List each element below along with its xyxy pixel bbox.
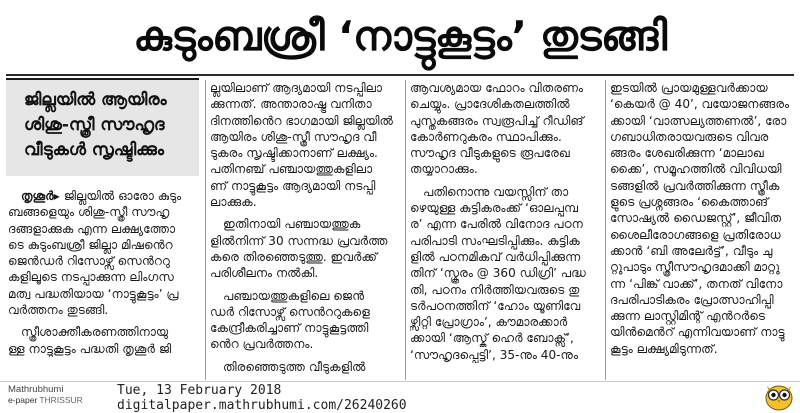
- column-2-text-line: തിരഞ്ഞെടുത്ത വീടുകളിൽ: [223, 359, 366, 374]
- column-3-text-line: സൗഹൃദ വീടുകളുടെ രൂപരേഖ: [410, 146, 570, 161]
- column-1-text-line: കളിലൂടെ നടപ്പാക്കുന്ന ലിംഗസ: [8, 270, 174, 285]
- column-2-text-line: പതിനഞ്ച് പഞ്ചായത്തുകളിലാ: [210, 162, 373, 177]
- column-4-text-line: ക്കാൻ ‘ബി അലേർട്ട്’, വീടും ചു: [610, 243, 773, 258]
- column-3-text-line: പതിനൊന്നു വയസ്സിന് താ: [423, 184, 569, 199]
- column-3-text-line: തി, പഠനം നിർത്തിയവരുടെ തു: [410, 282, 580, 297]
- logo-subline: [8, 395, 100, 406]
- column-4-text-line: ക്കായി ‘വാത്സല്യത്തണൽ’, രോ: [610, 113, 787, 128]
- column-3-text-line: ളിൽ പഠനമികവ് വർധിപ്പിക്കുന്ന: [410, 249, 581, 264]
- column-4-text-line: റ്റുപാടും സ്ത്രീസൗഹൃദമാക്കി മാറ്റു: [610, 260, 780, 275]
- column-1-text-line: വർത്തനം തുടങ്ങി.: [8, 303, 109, 318]
- logo-edition: THRISSUR: [39, 395, 83, 405]
- column-1-text-line: ജെൻഡർ റിസോഴ്സ് സെൻററു: [8, 254, 170, 269]
- article-column-3: [410, 80, 603, 363]
- column-3-text-line: ര’ എന്ന പേരിൽ വിനോദ പഠന: [410, 217, 583, 232]
- column-2-text-line: ല്ലയിലാണ് ആദ്യമായി നടപ്പിലാ: [210, 81, 383, 95]
- subhead-line-2: ശിശു-സ്ത്രീ സൗഹൃദ: [24, 115, 165, 135]
- owl-mascot-icon[interactable]: [762, 378, 796, 412]
- column-2-text-line: പരിശീലനം നൽകി.: [210, 266, 319, 281]
- column-4-text-line: ദപരിപാടികരം പ്രോത്സാഹിപ്പി: [610, 292, 774, 307]
- column-2-text-line: ഡർ റിസോഴ്സ് സെൻററുകളെ: [210, 304, 370, 319]
- dateline: തൃശൂർ▸: [21, 189, 60, 203]
- column-3-para-2: [410, 184, 603, 363]
- column-2-text-line: ളിൽനിന്ന് 30 സന്നദ്ധ പ്രവർത്ത: [210, 233, 388, 248]
- column-2-text-line: കേന്ദ്രീകരിച്ചാണ് നാട്ടുകൂട്ടത്തി: [210, 321, 369, 336]
- logo-epaper: e-paper: [8, 395, 38, 405]
- column-separator-1: [205, 80, 206, 380]
- column-2-text-line: കരെ തിരഞ്ഞെടുത്തു. ഇവർക്ക്: [210, 249, 378, 264]
- column-2-para-4: [210, 359, 403, 375]
- column-4-text-line: ങ്ങരം ശേഖരിക്കുന്ന ‘മാലാഖ: [610, 146, 764, 161]
- column-2-text-line: ആയിരം ശിശു-സ്ത്രീ സൗഹൃദ വീ: [210, 129, 377, 144]
- logo-name: Mathrubhumi: [8, 384, 64, 395]
- column-2-text-line: ടുകരം സൃഷ്ടിക്കാനാണ് ലക്ഷ്യം.: [210, 146, 378, 161]
- column-1-text-line: മത്വ പദ്ധതിയായ ‘നാട്ടുകൂട്ടം’ പ്ര: [8, 286, 179, 301]
- column-4-text-line: സോഷ്യൽ ഡൈജസ്റ്റ്’, ജീവിത: [610, 211, 782, 226]
- column-3-text-line: പുസ്തകങ്ങരം സ്വരൂപിച്ച് റീഡിങ്: [410, 113, 584, 128]
- column-4-text-line: ഇടയിൽ പ്രായമുള്ളവർക്കായ: [610, 81, 768, 95]
- column-4-para-1: [610, 80, 800, 357]
- footer-rule: [0, 381, 800, 382]
- column-2-text-line: ലാക്കുക.: [210, 195, 257, 210]
- column-4-text-line: ളുടെ പ്രശ്നങ്ങരം ‘കൈത്താങ്: [610, 195, 769, 210]
- column-1-first-line: [8, 188, 203, 204]
- column-1-text-line: സ്ത്രീശാക്തീകരണത്തിനായു: [21, 325, 169, 340]
- publication-date: Tue, 13 February 2018: [117, 383, 282, 398]
- column-1-para-2: [8, 324, 203, 357]
- column-2-text-line: പഞ്ചായത്തുകളിലെ ജെൻ: [223, 288, 365, 303]
- column-4-text-line: ‘കെയർ @ 40’, വയോജനങ്ങരം: [610, 97, 790, 112]
- headline-rule: [6, 74, 794, 76]
- column-4-text-line: ടങ്ങളിൽ പ്രവർത്തിക്കുന്ന സ്ത്രീക: [610, 178, 780, 193]
- article-column-1: [8, 188, 203, 357]
- column-4-text-line: കൂട്ടം ലക്ഷ്യമിടുന്നത്.: [610, 341, 718, 356]
- column-1-text-line: ള്ള നാട്ടുകൂട്ടം പദ്ധതി തൃശൂർ ജി: [8, 341, 172, 356]
- mathrubhumi-logo[interactable]: [8, 384, 100, 410]
- column-3-text-line: ‘സൗഹൃദപ്പെട്ടി’, 35-നും 40-നും: [410, 347, 579, 362]
- column-3-text-line: ഴ്സിറ്റി പ്രോഗ്രാം’, കൗമാരക്കാർ: [410, 315, 568, 330]
- column-3-text-line: ആവശ്യമായ ഫോറം വിതരണം: [410, 81, 584, 95]
- column-4-text-line: ക്കുന്ന ലാസ്റ്റിമിന്റ് എൻറർടെ: [610, 309, 765, 324]
- column-1-first-text: ജില്ലയിൽ ഓരോ കുടും: [59, 189, 182, 203]
- column-3-text-line: ടർപഠനത്തിന് ‘ഹോം യൂണിവേ: [410, 298, 581, 313]
- column-4-text-line: ഗബാധിതരായവരുടെ വിവര: [610, 129, 769, 144]
- column-3-para-1: [410, 80, 603, 178]
- page-url[interactable]: digitalpaper.mathrubhumi.com/26240260: [117, 398, 407, 413]
- column-separator-2: [405, 80, 406, 380]
- column-2-text-line: ൻെറ പ്രവർത്തനം.: [210, 337, 314, 352]
- column-3-text-line: ചെയ്യും. പ്രാദേശികതലത്തിൽ: [410, 97, 570, 112]
- column-1-para-1: [8, 204, 203, 318]
- article-column-2: [210, 80, 403, 375]
- column-separator-3: [605, 80, 606, 380]
- column-4-text-line: ശൈലീരോഗങ്ങളെ പ്രതിരോധ: [610, 227, 781, 242]
- column-4-text-line: യിൻമെൻറ് എന്നിവയാണ് നാട്ടു: [610, 325, 785, 340]
- subhead-line-1: ജില്ലയിൽ ആയിരം: [24, 90, 167, 110]
- subhead-line-3: വീടുകൾ സൃഷ്ടിക്കും: [24, 140, 164, 160]
- column-2-para-2: [210, 216, 403, 281]
- subhead-box: [6, 78, 199, 176]
- column-1-text-line: ബങ്ങളെയും ശിശു-സ്ത്രീ സൗഹൃ: [8, 205, 170, 220]
- column-1-text-line: ദങ്ങളാക്കുക എന്ന ലക്ഷ്യത്തോ: [8, 221, 176, 236]
- column-2-text-line: ഇതിനായി പഞ്ചായത്തുക: [223, 217, 361, 232]
- column-2-text-line: ദിനത്തിൻെറ ഭാഗമായി ജില്ലയിൽ: [210, 113, 393, 128]
- headline: കുടുംബശ്രീ ‘നാട്ടുകൂട്ടം’ തുടങ്ങി: [133, 11, 667, 60]
- column-3-text-line: പരിപാടി സംഘടിപ്പിക്കും. കുട്ടിക: [410, 233, 580, 248]
- article-column-4: [610, 80, 800, 357]
- column-3-text-line: കോർണറുകരം സ്ഥാപിക്കും.: [410, 129, 562, 144]
- column-2-para-1: [210, 80, 403, 210]
- column-1-text-line: ടെ കുടുംബശ്രീ ജില്ലാ മിഷൻെറ: [8, 237, 173, 252]
- column-2-text-line: ണ് നാട്ടുകൂട്ടം ആദ്യമായി നടപ്പി: [210, 178, 376, 193]
- column-4-text-line: ന്ന ‘പിങ്ക് വാക്ക്’, തനത് വിനോ: [610, 276, 783, 291]
- column-4-text-line: ക്കൈ’, സമൂഹത്തിൽ വിവിധയി: [610, 162, 782, 177]
- column-3-text-line: ക്കായി ‘ആസ്ക് ഹെർ ബോക്സ്’,: [410, 331, 574, 346]
- column-3-text-line: തയ്യാറാക്കും.: [410, 162, 478, 177]
- column-3-text-line: തിന് ‘സ്കൂരം @ 360 ഡിഗ്രി’ പദ്ധ: [410, 266, 586, 281]
- column-2-para-3: [210, 288, 403, 353]
- column-3-text-line: ഴെയുള്ള കുട്ടികരംക്ക് ‘ഓലപ്പമ്പ: [410, 201, 579, 216]
- column-2-text-line: ക്കുന്നത്. അന്താരാഷ്ട്ര വനിതാ: [210, 97, 372, 112]
